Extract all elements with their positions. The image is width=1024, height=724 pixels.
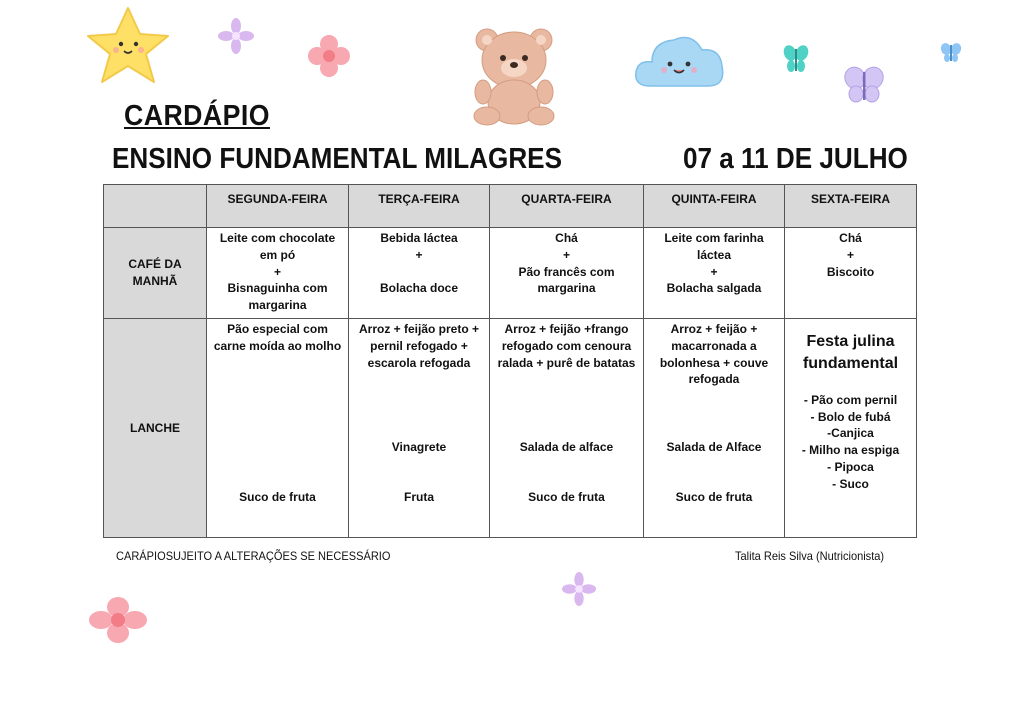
flower-icon bbox=[307, 34, 351, 78]
cafe-monday: Leite com chocolate em pó + Bisnaguinha com margarina bbox=[207, 228, 349, 319]
festa-subtitle: fundamental bbox=[802, 355, 899, 372]
teddy-bear-icon bbox=[467, 26, 561, 126]
week-dates: 07 a 11 DE JULHO bbox=[683, 143, 908, 175]
lanche-tuesday-side: Vinagrete bbox=[391, 439, 447, 454]
cloud-icon bbox=[632, 26, 728, 96]
flower-icon bbox=[562, 572, 596, 606]
footer-note: CARÁPIOSUJEITO A ALTERAÇÕES SE NECESSÁRIO bbox=[116, 549, 391, 563]
menu-table bbox=[103, 184, 917, 538]
lanche-monday: Pão especial com carne moída ao molho Suco de fruta bbox=[207, 319, 349, 538]
day-header-monday: SEGUNDA-FEIRA bbox=[207, 185, 349, 228]
festa-item: - Pipoca bbox=[827, 459, 874, 474]
row-label-cafe: CAFÉ DA MANHÃ bbox=[104, 228, 207, 319]
lanche-wednesday-drink: Suco de fruta bbox=[528, 489, 605, 504]
lanche-monday-drink: Suco de fruta bbox=[239, 489, 316, 504]
day-header-tuesday: TERÇA-FEIRA bbox=[349, 185, 490, 228]
lanche-thursday-side: Salada de Alface bbox=[666, 439, 762, 454]
cafe-friday: Chá + Biscoito bbox=[785, 228, 917, 319]
school-name: ENSINO FUNDAMENTAL MILAGRES bbox=[112, 143, 562, 175]
flower-icon bbox=[88, 596, 148, 644]
table-row-lanche bbox=[104, 319, 917, 538]
lanche-wednesday: Arroz + feijão +frango refogado com cenoura ralada + purê de batatas Salada de alface Suco de fruta bbox=[490, 319, 644, 538]
festa-item: - Pão com pernil bbox=[803, 392, 898, 407]
festa-item: - Bolo de fubá bbox=[810, 409, 891, 424]
lanche-wednesday-side: Salada de alface bbox=[519, 439, 614, 454]
festa-item: -Canjica bbox=[827, 426, 874, 441]
festa-title: Festa julina bbox=[806, 333, 895, 350]
butterfly-icon bbox=[783, 44, 809, 74]
festa-item: - Suco bbox=[832, 476, 869, 491]
row-label-lanche: LANCHE bbox=[104, 319, 207, 538]
cafe-wednesday: Chá + Pão francês com margarina bbox=[490, 228, 644, 319]
butterfly-icon bbox=[842, 66, 886, 106]
day-header-thursday: QUINTA-FEIRA bbox=[644, 185, 785, 228]
lanche-tuesday-drink: Fruta bbox=[404, 489, 434, 504]
lanche-thursday-drink: Suco de fruta bbox=[675, 489, 753, 504]
table-row-cafe bbox=[104, 228, 917, 319]
lanche-friday bbox=[785, 319, 917, 538]
lanche-tuesday: Arroz + feijão preto + pernil refogado + escarola refogada Vinagrete Fruta bbox=[349, 319, 490, 538]
butterfly-icon bbox=[940, 42, 962, 64]
cafe-thursday: Leite com farinha láctea + Bolacha salgada bbox=[644, 228, 785, 319]
day-header-friday: SEXTA-FEIRA bbox=[785, 185, 917, 228]
festa-item: - Milho na espiga bbox=[801, 443, 900, 458]
page-title: CARDÁPIO bbox=[124, 100, 270, 132]
lanche-thursday: Arroz + feijão + macarronada a bolonhesa + couve refogada Salada de Alface Suco de fruta bbox=[644, 319, 785, 538]
flower-icon bbox=[218, 18, 254, 54]
star-icon bbox=[84, 4, 172, 88]
cafe-tuesday: Bebida láctea + Bolacha doce bbox=[349, 228, 490, 319]
footer-author: Talita Reis Silva (Nutricionista) bbox=[735, 549, 885, 563]
corner-cell bbox=[104, 185, 207, 228]
day-header-wednesday: QUARTA-FEIRA bbox=[490, 185, 644, 228]
table-header-row bbox=[104, 185, 917, 228]
